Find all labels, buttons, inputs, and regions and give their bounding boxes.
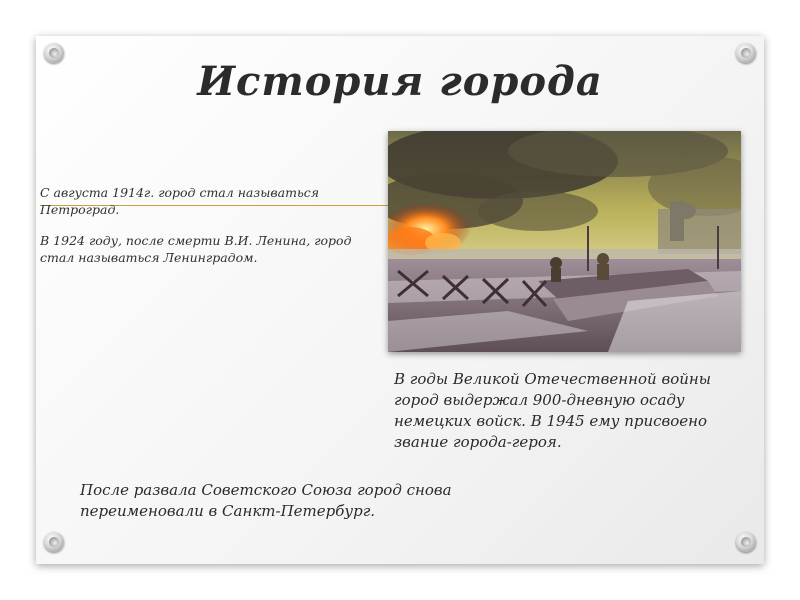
- paragraph-saint-petersburg: После развала Советского Союза город снова переименовали в Санкт-Петербург.: [80, 481, 452, 520]
- rivet-bottom-left-icon: [44, 532, 64, 552]
- paragraph-petrograd: С августа 1914г. город стал называться Петроград.: [40, 185, 320, 217]
- siege-painting-image: [388, 131, 741, 352]
- siege-caption: В годы Великой Отечественной войны город выдержал 900-дневную осаду немецких войск. В 1945 ему присвоено звание города-героя.: [394, 370, 711, 451]
- slide-title: История города: [197, 58, 603, 105]
- paragraph-leningrad: В 1924 году, после смерти В.И. Ленина, город стал называться Ленинградом.: [40, 233, 352, 265]
- rivet-bottom-right-icon: [736, 532, 756, 552]
